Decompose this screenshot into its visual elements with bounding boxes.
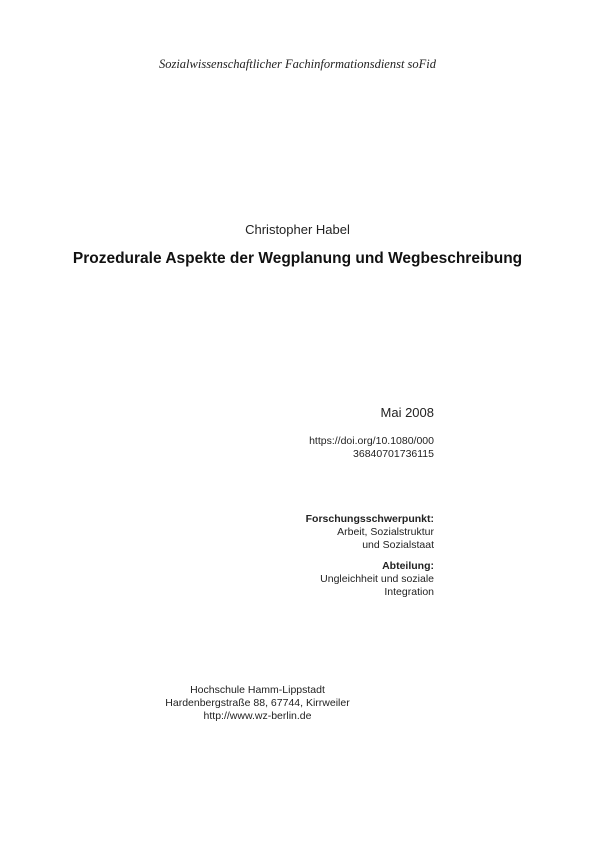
institution-footer (150, 684, 365, 723)
institution-url: http://www.wz-berlin.de (203, 710, 312, 722)
department-line-2: Integration (384, 586, 434, 598)
author-name: Christopher Habel (245, 222, 350, 237)
research-focus-line-2: und Sozialstaat (362, 539, 434, 551)
department-line-1: Ungleichheit und soziale (320, 573, 434, 585)
series-header: Sozialwissenschaftlicher Fachinformationsdienst soFid (158, 57, 437, 71)
institution-name: Hochschule Hamm-Lippstadt (190, 684, 325, 696)
document-title: Prozedurale Aspekte der Wegplanung und Wegbeschreibung (72, 250, 523, 267)
doi-reference (309, 435, 434, 461)
department-block (320, 560, 434, 599)
publication-date: Mai 2008 (380, 405, 434, 420)
doi-line-2: 36840701736115 (353, 448, 434, 460)
doi-line-1: https://doi.org/10.1080/000 (309, 435, 434, 447)
institution-address: Hardenbergstraße 88, 67744, Kirrweiler (165, 697, 350, 709)
department-label: Abteilung: (382, 560, 434, 572)
research-focus-label: Forschungsschwerpunkt: (305, 513, 434, 525)
research-focus-line-1: Arbeit, Sozialstruktur (337, 526, 434, 538)
research-focus-block (306, 513, 434, 552)
